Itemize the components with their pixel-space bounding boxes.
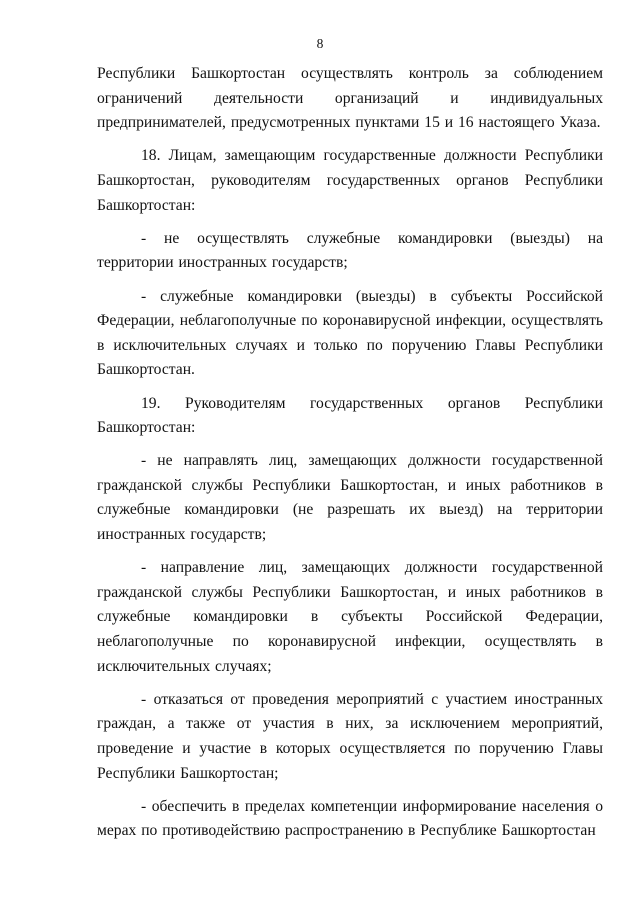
paragraph-19-bullet-3: - отказаться от проведения мероприятий с участием иностранных граждан, а также от участия в них, за исключением мероприятий, проведение и участие в которых осуществляется по поручению Главы Республики Башкортостан; xyxy=(97,690,603,782)
paragraph-18-bullet-1: - не осуществлять служебные командировки (выезды) на территории иностранных государств; xyxy=(97,229,603,272)
paragraph-19-bullet-2: - направление лиц, замещающих должности государственной гражданской службы Республики Башкортостан, и иных работников в служебные командировки в субъекты Российской Федерации, неблагополучные по коронавирусной инфекции, осуществлять в исключительных случаях; xyxy=(97,559,603,675)
paragraph-19-bullet-4: - обеспечить в пределах компетенции информирование населения о мерах по противодействию распространению в Республике Башкортостан xyxy=(97,797,603,840)
paragraph-continuation: Республики Башкортостан осуществлять контроль за соблюдением ограничений деятельности организаций и индивидуальных предпринимателей, предусмотренных пунктами 15 и 16 настоящего Указа. xyxy=(97,65,603,132)
paragraph-item-19: 19. Руководителям государственных органов Республики Башкортостан: xyxy=(97,394,603,437)
paragraph-18-bullet-2: - служебные командировки (выезды) в субъекты Российской Федерации, неблагополучные по коронавирусной инфекции, осуществлять в исключительных случаях и только по поручению Главы Республики Башкортостан. xyxy=(97,287,603,379)
document-body xyxy=(97,62,603,853)
paragraph-19-bullet-1: - не направлять лиц, замещающих должности государственной гражданской службы Республики Башкортостан, и иных работников в служебные командировки (не разрешать их выезд) на территории иностранных государств; xyxy=(97,452,603,544)
page-number: 8 xyxy=(316,36,324,51)
paragraph-item-18: 18. Лицам, замещающим государственные должности Республики Башкортостан, руководителям государственных органов Республики Башкортостан: xyxy=(97,147,603,214)
